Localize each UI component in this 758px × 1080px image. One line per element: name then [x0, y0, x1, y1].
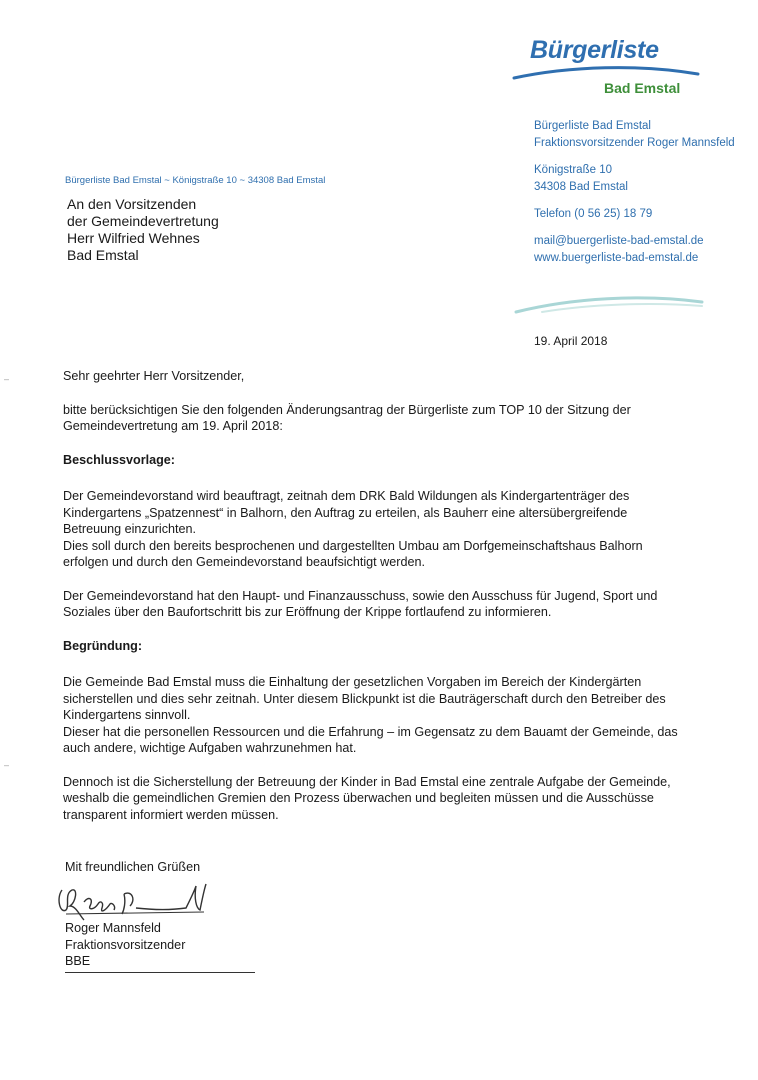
paragraph: Der Gemeindevorstand wird beauftragt, zeitnah dem DRK Bald Wildungen als Kindergartenträger des Kindergartens „Spatzennest“ in Balhorn, den Auftrag zu erteilen, als Bauherr eine altersübergreifende Betreuung einzurichten.: [63, 489, 630, 536]
margin-mark: –: [4, 760, 10, 770]
sender-chair: Fraktionsvorsitzender Roger Mannsfeld: [534, 137, 735, 149]
handwritten-signature: [54, 880, 224, 924]
sender-org: Bürgerliste Bad Emstal: [534, 120, 651, 132]
recipient-address: [67, 196, 219, 264]
sender-email: mail@buergerliste-bad-emstal.de: [534, 235, 704, 247]
heading-begruendung: Begründung:: [63, 638, 143, 653]
letter-date: 19. April 2018: [534, 334, 608, 348]
paragraph: Die Gemeinde Bad Emstal muss die Einhaltung der gesetzlichen Vorgaben im Bereich der Kindergärten sicherstellen und dies sehr zeitnah. Unter diesem Blickpunkt ist die Bauträgerschaft durch den Betreiber des Kindergartens sinnvoll.: [63, 675, 666, 722]
intro-paragraph: bitte berücksichtigen Sie den folgenden Änderungsantrag der Bürgerliste zum TOP 10 der Sitzung der Gemeindevertretung am 19. April 2018:: [63, 402, 631, 433]
sender-info: [534, 118, 735, 267]
margin-mark: –: [4, 374, 10, 384]
sender-street: Königstraße 10: [534, 164, 612, 176]
closing: Mit freundlichen Grüßen: [65, 860, 201, 874]
sender-phone: Telefon (0 56 25) 18 79: [534, 208, 653, 220]
sender-web: www.buergerliste-bad-emstal.de: [534, 252, 699, 264]
sender-city: 34308 Bad Emstal: [534, 181, 628, 193]
recipient-line: Herr Wilfried Wehnes: [67, 230, 200, 246]
letter-body: [63, 368, 683, 840]
logo-subtitle: Bad Emstal: [604, 80, 681, 96]
decorative-swoosh: [512, 292, 712, 316]
return-address: Bürgerliste Bad Emstal ~ Königstraße 10 ~ 34308 Bad Emstal: [65, 175, 326, 186]
heading-beschlussvorlage: Beschlussvorlage:: [63, 452, 175, 467]
signature-line: [65, 972, 255, 973]
signer-block: [65, 920, 185, 970]
recipient-line: Bad Emstal: [67, 247, 139, 263]
signer-role: Fraktionsvorsitzender: [65, 937, 186, 952]
salutation: Sehr geehrter Herr Vorsitzender,: [63, 369, 245, 383]
paragraph: Der Gemeindevorstand hat den Haupt- und Finanzausschuss, sowie den Ausschuss für Jugend, Sport und Soziales über den Baufortschritt bis zur Eröffnung der Krippe fortlaufend zu informieren.: [63, 588, 658, 619]
recipient-line: An den Vorsitzenden: [67, 196, 197, 212]
paragraph: Dies soll durch den bereits besprochenen und dargestellten Umbau am Dorfgemeinschaftshaus Balhorn erfolgen und durch den Gemeindevorstand beaufsichtigt werden.: [63, 538, 643, 569]
signer-name: Roger Mannsfeld: [65, 921, 161, 935]
logo-title: Bürgerliste: [530, 36, 659, 64]
recipient-line: der Gemeindevertretung: [67, 213, 219, 229]
signer-org: BBE: [65, 954, 91, 968]
paragraph: Dieser hat die personellen Ressourcen und die Erfahrung – im Gegensatz zu dem Bauamt der Gemeinde, das auch andere, wichtige Aufgaben wahrzunehmen hat.: [63, 724, 678, 755]
paragraph: Dennoch ist die Sicherstellung der Betreuung der Kinder in Bad Emstal eine zentrale Aufgabe der Gemeinde, weshalb die gemeindlichen Gremien den Prozess überwachen und begleiten müssen und die Ausschüsse transparent informiert werden müssen.: [63, 774, 671, 822]
